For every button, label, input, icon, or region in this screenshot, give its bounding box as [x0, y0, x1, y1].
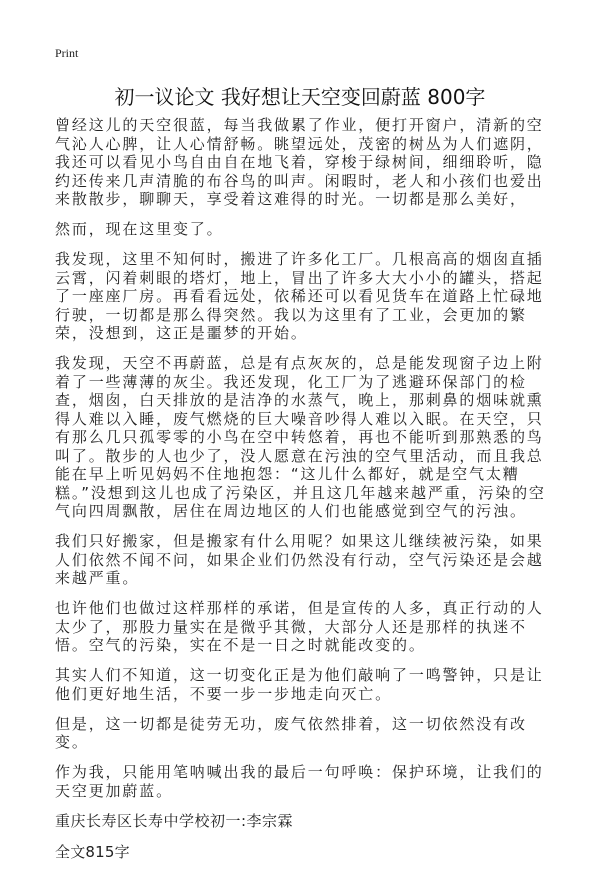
- article-body: [55, 116, 549, 873]
- word-count: 全文815字: [55, 843, 130, 861]
- paragraph-5: 我们只好搬家，但是搬家有什么用呢？如果这儿继续被污染，如果人们依然不闻不问，如果企业们仍然没有行动，空气污染还是会越来越严重。: [55, 532, 544, 587]
- paragraph-4: 我发现，天空不再蔚蓝，总是有点灰灰的，总是能发现窗子边上附着了一些薄薄的灰尘。我还发现，化工厂为了逃避环保部门的检查，烟囱，白天排放的是洁净的水蒸气，晚上，那刺鼻的烟味就熏得人难以入睡，废气燃烧的巨大噪音吵得人难以入眠。在天空，只有那么几只孤零零的小鸟在空中转悠着，再也不能听到那熟悉的鸟叫了。散步的人也少了，没人愿意在污浊的空气里活动，而且我总能在早上听见妈妈不住地抱怨：“这儿什么都好，就是空气太糟糕。”没想到这儿也成了污染区，并且这几年越来越严重，污染的空气向四周飘散，居住在周边地区的人们也能感觉到空气的污浊。: [55, 354, 546, 520]
- paragraph-6: 也许他们也做过这样那样的承诺，但是宣传的人多，真正行动的人太少了，那股力量实在是微乎其微，大部分人还是那样的执迷不悟。空气的污染，实在不是一日之时就能改变的。: [55, 599, 544, 654]
- paragraph-7: 其实人们不知道，这一切变化正是为他们敲响了一鸣警钟，只是让他们更好地生活，不要一步一步地走向灭亡。: [55, 666, 544, 703]
- article-title: 初一议论文 我好想让天空变回蔚蓝 800字: [114, 85, 486, 109]
- print-link[interactable]: Print: [55, 46, 79, 60]
- paragraph-2: 然而，现在这里变了。: [55, 220, 224, 238]
- paragraph-9: 作为我，只能用笔呐喊出我的最后一句呼唤：保护环境，让我们的天空更加蔚蓝。: [55, 763, 544, 800]
- paragraph-1: 曾经这儿的天空很蓝，每当我做累了作业，便打开窗户，清新的空气沁人心脾，让人心情舒畅。眺望远处，茂密的树丛为人们遮阴，我还可以看见小鸟自由自在地飞着，穿梭于绿树间，细细聆听，隐约还传来几声清脆的布谷鸟的叫声。闲暇时，老人和小孩们也爱出来散散步，聊聊天，享受着这难得的时光。一切都是那么美好，: [55, 116, 544, 208]
- author-signature: 重庆长寿区长寿中学校初一:李宗霖: [55, 811, 294, 830]
- paragraph-3: 我发现，这里不知何时，搬进了许多化工厂。几根高高的烟囱直插云霄，闪着刺眼的塔灯，地上，冒出了许多大大小小的罐头，搭起了一座座厂房。再看看远处，依稀还可以看见货车在道路上忙碌地行驶，一切都是那么得突然。我以为这里有了工业，会更加的繁荣，没想到，这正是噩梦的开始。: [55, 250, 544, 342]
- paragraph-8: 但是，这一切都是徒劳无功，废气依然排着，这一切依然没有改变。: [55, 714, 527, 751]
